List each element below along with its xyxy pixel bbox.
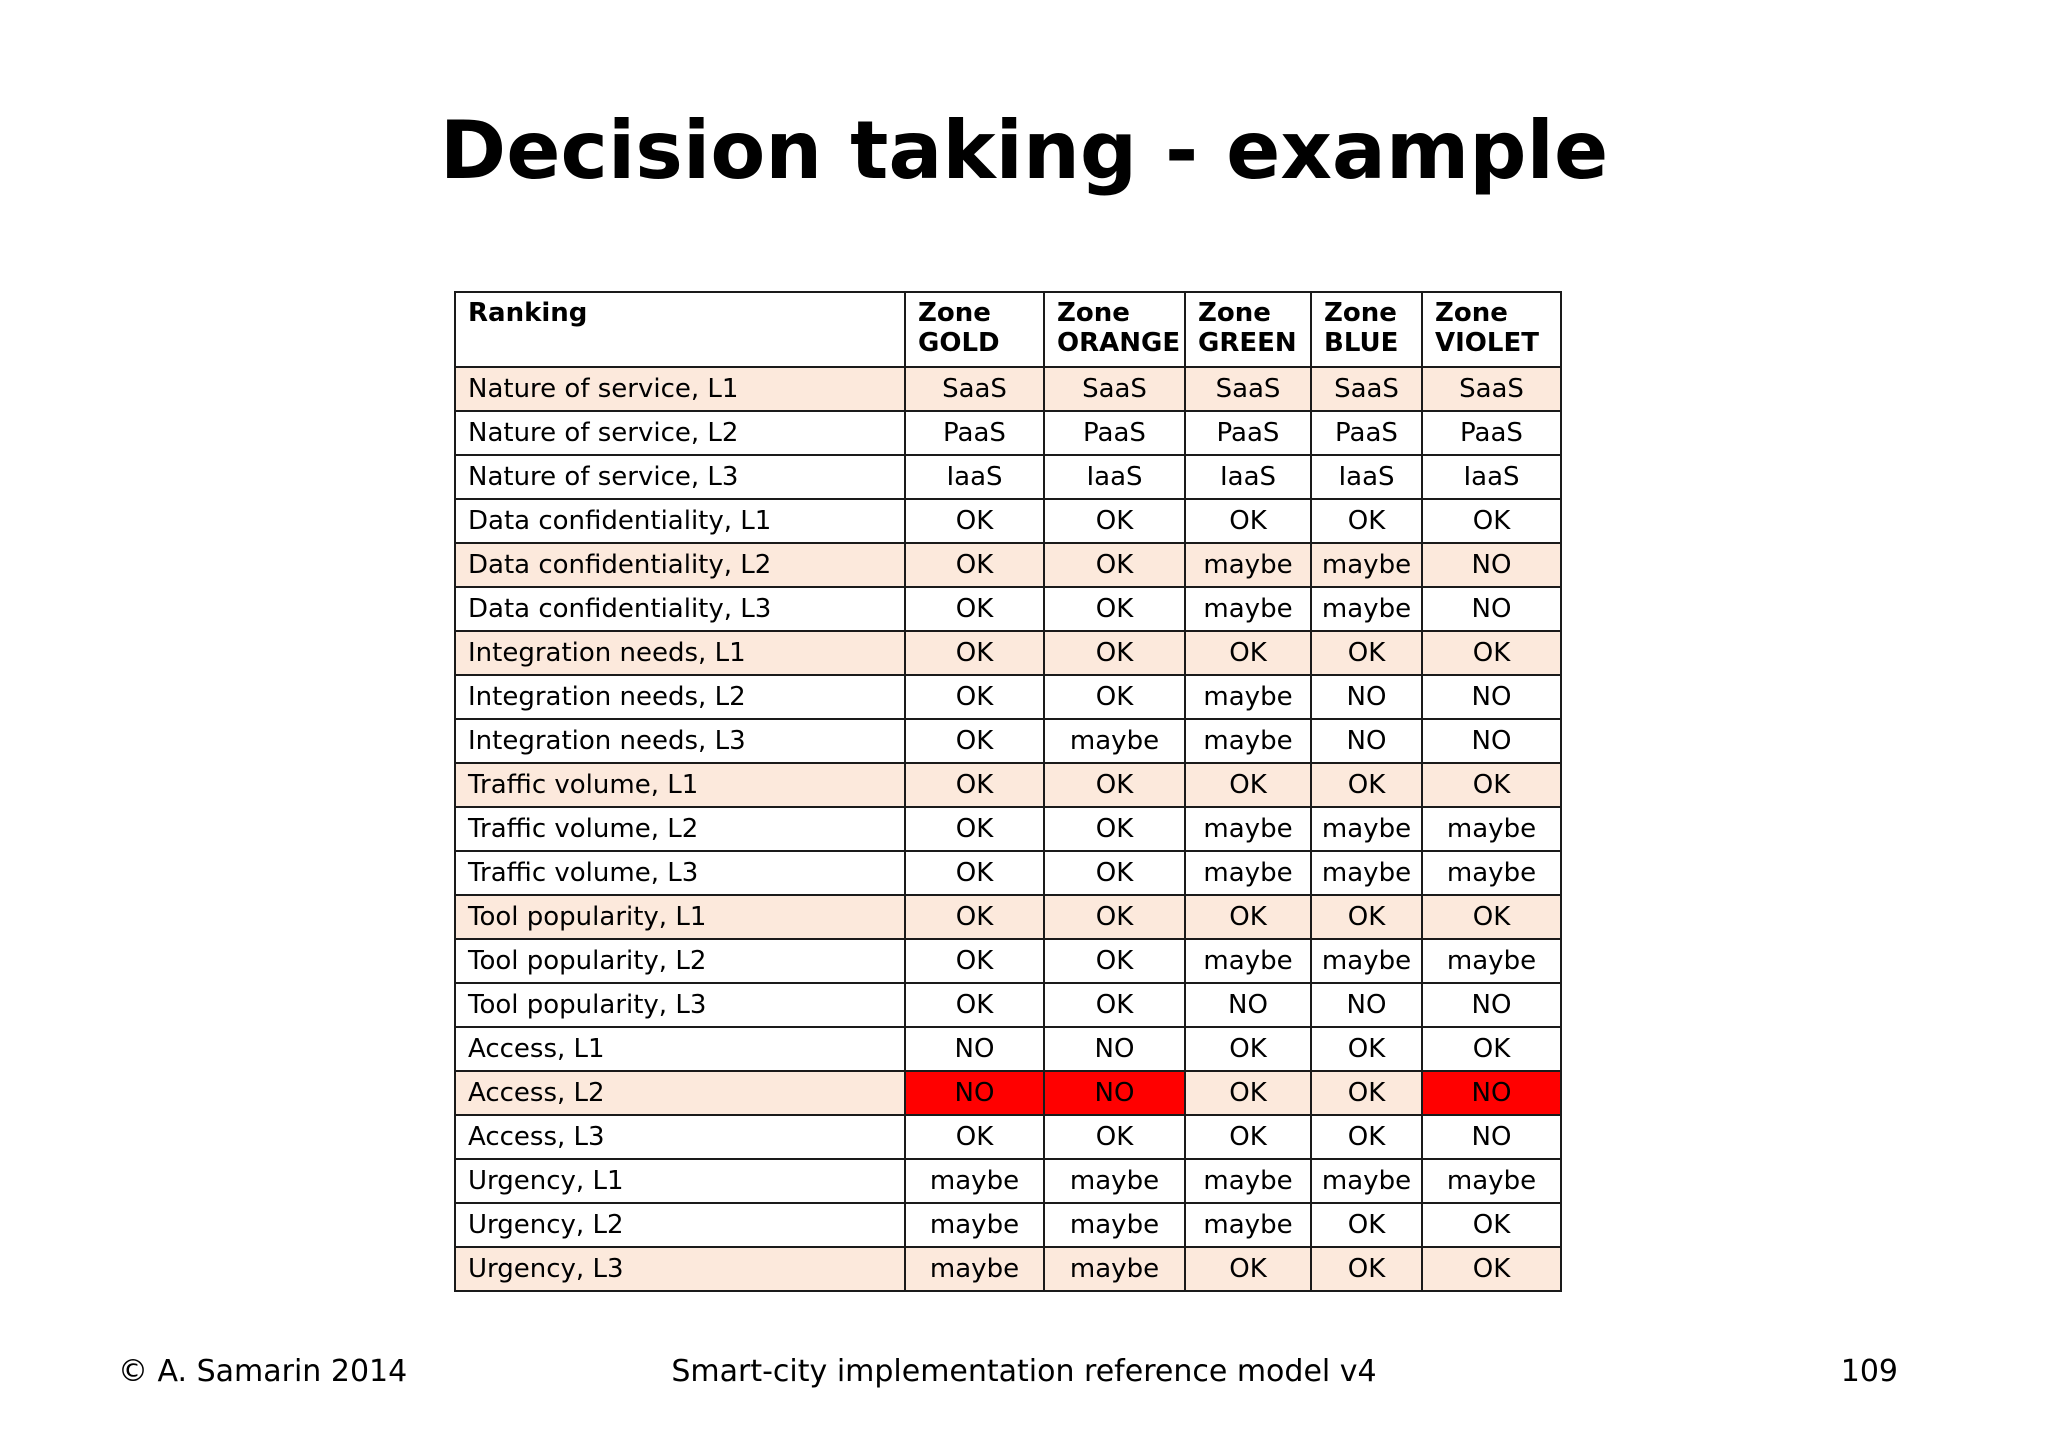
table-cell: maybe bbox=[1311, 587, 1422, 631]
header-line-1: Zone bbox=[1324, 298, 1397, 328]
table-cell: OK bbox=[1044, 939, 1185, 983]
header-line-1: Zone bbox=[1435, 298, 1508, 328]
table-cell: IaaS bbox=[1185, 455, 1311, 499]
table-cell: OK bbox=[905, 983, 1044, 1027]
table-cell: maybe bbox=[1422, 807, 1561, 851]
row-label: Urgency, L3 bbox=[455, 1247, 905, 1291]
table-row bbox=[455, 1027, 1561, 1071]
table-row bbox=[455, 807, 1561, 851]
header-zone-violet bbox=[1422, 292, 1561, 367]
table-cell: OK bbox=[1422, 1027, 1561, 1071]
table-cell: IaaS bbox=[905, 455, 1044, 499]
header-line-2: GOLD bbox=[918, 328, 1000, 358]
row-label: Traffic volume, L2 bbox=[455, 807, 905, 851]
table-cell: OK bbox=[905, 939, 1044, 983]
table-cell: OK bbox=[1311, 1247, 1422, 1291]
table-cell: OK bbox=[905, 807, 1044, 851]
table-cell: OK bbox=[1185, 1247, 1311, 1291]
table-cell: OK bbox=[1311, 499, 1422, 543]
table-cell: OK bbox=[1185, 1027, 1311, 1071]
table-row bbox=[455, 1247, 1561, 1291]
footer-page-number: 109 bbox=[1840, 1354, 1898, 1389]
table-cell: OK bbox=[1311, 895, 1422, 939]
table-cell: OK bbox=[1185, 1071, 1311, 1115]
decision-table bbox=[454, 291, 1562, 1292]
table-cell: maybe bbox=[1311, 543, 1422, 587]
table-row bbox=[455, 411, 1561, 455]
table-cell: OK bbox=[1044, 983, 1185, 1027]
row-label: Urgency, L1 bbox=[455, 1159, 905, 1203]
table-cell: maybe bbox=[905, 1203, 1044, 1247]
table-row bbox=[455, 543, 1561, 587]
table-cell: SaaS bbox=[905, 367, 1044, 411]
table-cell: NO bbox=[905, 1071, 1044, 1115]
table-row bbox=[455, 719, 1561, 763]
header-zone-gold bbox=[905, 292, 1044, 367]
table-row bbox=[455, 455, 1561, 499]
table-cell: maybe bbox=[1185, 807, 1311, 851]
row-label: Access, L1 bbox=[455, 1027, 905, 1071]
table-cell: maybe bbox=[1185, 675, 1311, 719]
row-label: Access, L3 bbox=[455, 1115, 905, 1159]
row-label: Data confidentiality, L1 bbox=[455, 499, 905, 543]
table-cell: OK bbox=[905, 543, 1044, 587]
table-row bbox=[455, 851, 1561, 895]
table-cell: NO bbox=[1422, 587, 1561, 631]
header-line-2: GREEN bbox=[1198, 328, 1297, 358]
table-cell: OK bbox=[1044, 1115, 1185, 1159]
table-cell: PaaS bbox=[905, 411, 1044, 455]
table-row bbox=[455, 895, 1561, 939]
table-row bbox=[455, 1203, 1561, 1247]
table-cell: maybe bbox=[1185, 1159, 1311, 1203]
table-cell: IaaS bbox=[1311, 455, 1422, 499]
table-cell: OK bbox=[1044, 675, 1185, 719]
table-cell: OK bbox=[1185, 895, 1311, 939]
table-cell: OK bbox=[1422, 499, 1561, 543]
table-row bbox=[455, 1159, 1561, 1203]
table-cell: OK bbox=[1044, 631, 1185, 675]
table-cell: OK bbox=[1311, 1071, 1422, 1115]
row-label: Nature of service, L1 bbox=[455, 367, 905, 411]
table-row bbox=[455, 499, 1561, 543]
table-cell: OK bbox=[1185, 499, 1311, 543]
table-cell: OK bbox=[1422, 763, 1561, 807]
table-cell: OK bbox=[1311, 1115, 1422, 1159]
row-label: Tool popularity, L2 bbox=[455, 939, 905, 983]
table-cell: PaaS bbox=[1044, 411, 1185, 455]
table-cell: SaaS bbox=[1311, 367, 1422, 411]
table-header-row bbox=[455, 292, 1561, 367]
table-cell: PaaS bbox=[1311, 411, 1422, 455]
table-cell: OK bbox=[1044, 851, 1185, 895]
table-cell: OK bbox=[1044, 499, 1185, 543]
header-zone-blue bbox=[1311, 292, 1422, 367]
table-cell: NO bbox=[905, 1027, 1044, 1071]
table-cell: NO bbox=[1311, 719, 1422, 763]
table-cell: maybe bbox=[1422, 851, 1561, 895]
table-cell: OK bbox=[905, 763, 1044, 807]
table-cell: maybe bbox=[1185, 939, 1311, 983]
header-line-1: Zone bbox=[918, 298, 991, 328]
table-cell: OK bbox=[905, 675, 1044, 719]
row-label: Data confidentiality, L3 bbox=[455, 587, 905, 631]
table-cell: NO bbox=[1311, 675, 1422, 719]
table-cell: OK bbox=[1311, 631, 1422, 675]
row-label: Data confidentiality, L2 bbox=[455, 543, 905, 587]
row-label: Access, L2 bbox=[455, 1071, 905, 1115]
table-cell: NO bbox=[1044, 1071, 1185, 1115]
table-cell: OK bbox=[1185, 1115, 1311, 1159]
page-title: Decision taking - example bbox=[439, 104, 1609, 197]
row-label: Traffic volume, L1 bbox=[455, 763, 905, 807]
row-label: Urgency, L2 bbox=[455, 1203, 905, 1247]
table-cell: maybe bbox=[1311, 807, 1422, 851]
table-cell: NO bbox=[1422, 719, 1561, 763]
table-cell: OK bbox=[1311, 763, 1422, 807]
table-cell: SaaS bbox=[1422, 367, 1561, 411]
table-row bbox=[455, 1071, 1561, 1115]
table-row bbox=[455, 763, 1561, 807]
table-cell: OK bbox=[905, 587, 1044, 631]
table-cell: OK bbox=[1422, 895, 1561, 939]
row-label: Nature of service, L3 bbox=[455, 455, 905, 499]
table-cell: maybe bbox=[1044, 1247, 1185, 1291]
table-cell: OK bbox=[905, 499, 1044, 543]
table-body bbox=[455, 367, 1561, 1291]
table-cell: NO bbox=[1422, 1115, 1561, 1159]
table-cell: maybe bbox=[905, 1159, 1044, 1203]
table-cell: maybe bbox=[1311, 1159, 1422, 1203]
header-line-1: Ranking bbox=[468, 298, 588, 328]
footer-subtitle: Smart-city implementation reference model v4 bbox=[671, 1354, 1377, 1389]
row-label: Traffic volume, L3 bbox=[455, 851, 905, 895]
header-line-1: Zone bbox=[1057, 298, 1130, 328]
table-row bbox=[455, 939, 1561, 983]
row-label: Integration needs, L3 bbox=[455, 719, 905, 763]
table-cell: OK bbox=[905, 719, 1044, 763]
table-row bbox=[455, 675, 1561, 719]
table-cell: OK bbox=[1311, 1203, 1422, 1247]
table-cell: OK bbox=[1311, 1027, 1422, 1071]
table-cell: SaaS bbox=[1185, 367, 1311, 411]
table-cell: NO bbox=[1422, 983, 1561, 1027]
table-cell: maybe bbox=[1185, 1203, 1311, 1247]
table-cell: SaaS bbox=[1044, 367, 1185, 411]
row-label: Tool popularity, L1 bbox=[455, 895, 905, 939]
table-cell: maybe bbox=[1185, 851, 1311, 895]
table-cell: OK bbox=[905, 631, 1044, 675]
table-cell: OK bbox=[905, 1115, 1044, 1159]
table-cell: maybe bbox=[1044, 1203, 1185, 1247]
table-cell: maybe bbox=[1044, 1159, 1185, 1203]
row-label: Tool popularity, L3 bbox=[455, 983, 905, 1027]
table-cell: PaaS bbox=[1422, 411, 1561, 455]
table-cell: NO bbox=[1311, 983, 1422, 1027]
row-label: Integration needs, L2 bbox=[455, 675, 905, 719]
table-cell: OK bbox=[905, 851, 1044, 895]
table-row bbox=[455, 631, 1561, 675]
footer-copyright: © A. Samarin 2014 bbox=[118, 1354, 408, 1389]
table-cell: IaaS bbox=[1422, 455, 1561, 499]
row-label: Integration needs, L1 bbox=[455, 631, 905, 675]
header-zone-green bbox=[1185, 292, 1311, 367]
table-cell: maybe bbox=[905, 1247, 1044, 1291]
table-cell: maybe bbox=[1311, 851, 1422, 895]
table-cell: OK bbox=[905, 895, 1044, 939]
table-cell: OK bbox=[1044, 543, 1185, 587]
header-line-2: VIOLET bbox=[1435, 328, 1539, 358]
row-label: Nature of service, L2 bbox=[455, 411, 905, 455]
table-cell: OK bbox=[1422, 1247, 1561, 1291]
table-row bbox=[455, 1115, 1561, 1159]
table-cell: maybe bbox=[1044, 719, 1185, 763]
table-cell: OK bbox=[1044, 587, 1185, 631]
table-cell: maybe bbox=[1311, 939, 1422, 983]
table-row bbox=[455, 367, 1561, 411]
table-cell: maybe bbox=[1422, 1159, 1561, 1203]
header-line-2: BLUE bbox=[1324, 328, 1399, 358]
table-cell: maybe bbox=[1185, 543, 1311, 587]
table-cell: IaaS bbox=[1044, 455, 1185, 499]
table-cell: maybe bbox=[1422, 939, 1561, 983]
table-cell: OK bbox=[1044, 763, 1185, 807]
table-cell: NO bbox=[1185, 983, 1311, 1027]
header-zone-orange bbox=[1044, 292, 1185, 367]
table-cell: NO bbox=[1422, 543, 1561, 587]
table-cell: OK bbox=[1422, 1203, 1561, 1247]
table-cell: maybe bbox=[1185, 719, 1311, 763]
table-cell: OK bbox=[1185, 631, 1311, 675]
table-row bbox=[455, 587, 1561, 631]
header-line-1: Zone bbox=[1198, 298, 1271, 328]
table-cell: OK bbox=[1185, 763, 1311, 807]
table-row bbox=[455, 983, 1561, 1027]
table-cell: OK bbox=[1044, 895, 1185, 939]
table-cell: NO bbox=[1422, 1071, 1561, 1115]
header-line-2: ORANGE bbox=[1057, 328, 1181, 358]
table-cell: NO bbox=[1044, 1027, 1185, 1071]
table-cell: NO bbox=[1422, 675, 1561, 719]
table-cell: maybe bbox=[1185, 587, 1311, 631]
table-cell: OK bbox=[1422, 631, 1561, 675]
header-ranking bbox=[455, 292, 905, 367]
table-cell: PaaS bbox=[1185, 411, 1311, 455]
table-cell: OK bbox=[1044, 807, 1185, 851]
